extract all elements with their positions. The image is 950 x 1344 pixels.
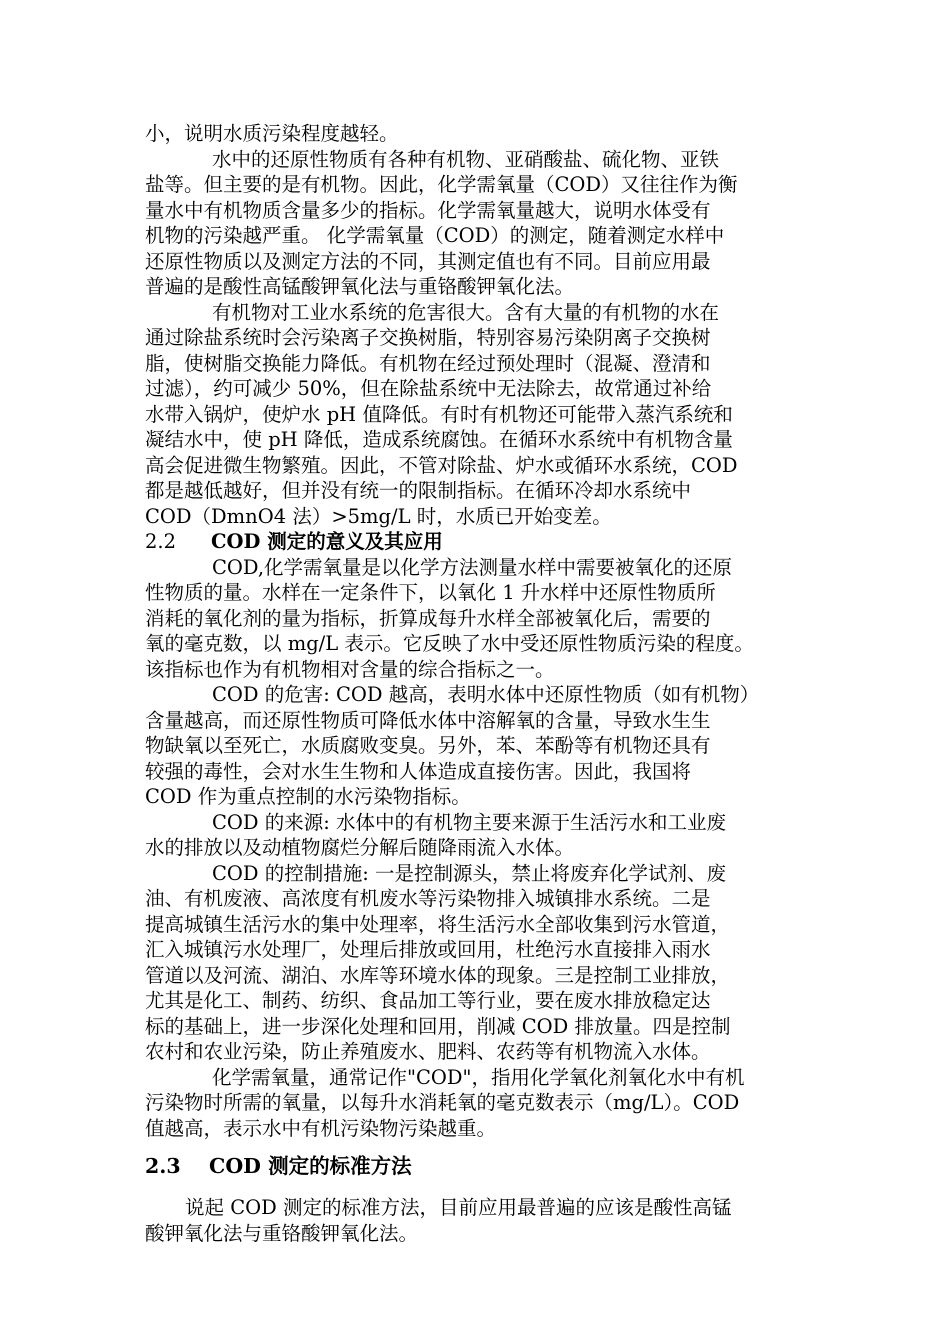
section-number: 2.2 [145, 530, 177, 553]
text-line: 酸钾氧化法与重铬酸钾氧化法。 [145, 1221, 419, 1245]
text-line: 提高城镇生活污水的集中处理率，将生活污水全部收集到污水管道， [145, 912, 731, 936]
text-line: 说起 COD 测定的标准方法，目前应用最普遍的应该是酸性高锰 [185, 1196, 732, 1219]
text-line: 该指标也作为有机物相对含量的综合指标之一。 [145, 657, 555, 681]
text-line: 机物的污染越严重。 化学需氧量（COD）的测定，随着测定水样中 [145, 224, 725, 247]
paragraph-reducing-substances [145, 147, 813, 300]
text-line: 性物质的量。水样在一定条件下，以氧化 1 升水样中还原性物质所 [145, 581, 716, 604]
paragraph-control-measures [145, 861, 813, 1065]
paragraph-definition [145, 555, 813, 683]
text-line: COD 的控制措施: 一是控制源头，禁止将废弃化学试剂、废 [212, 861, 727, 885]
text-line: 水带入锅炉，使炉水 pH 值降低。有时有机物还可能带入蒸汽系统和 [145, 402, 733, 426]
text-line: 消耗的氧化剂的量为指标，折算成每升水样全部被氧化后，需要的 [145, 606, 711, 630]
text-line: 污染物时所需的氧量，以每升水消耗氧的毫克数表示（mg/L）。COD [145, 1091, 740, 1114]
text-line: COD 的来源: 水体中的有机物主要来源于生活污水和工业废 [212, 810, 727, 834]
text-line: 油、有机废液、高浓度有机废水等污染物排入城镇排水系统。二是 [145, 887, 711, 910]
text-line: 有机物对工业水系统的危害很大。含有大量的有机物的水在 [212, 300, 720, 324]
text-line: 小，说明水质污染程度越轻。 [145, 122, 399, 145]
text-line: 水的排放以及动植物腐烂分解后随降雨流入水体。 [145, 836, 575, 859]
paragraph-source [145, 810, 813, 861]
text-line: 标的基础上，进一步深化处理和回用，削减 COD 排放量。四是控制 [145, 1014, 731, 1038]
text-line: 氧的毫克数，以 mg/L 表示。它反映了水中受还原性物质污染的程度。 [145, 632, 754, 655]
text-line: 还原性物质以及测定方法的不同，其测定值也有不同。目前应用最 [145, 249, 711, 273]
section-number: 2.3 [145, 1154, 181, 1178]
section-title: COD 测定的标准方法 [209, 1154, 412, 1178]
text-line: 过滤），约可减少 50%，但在除盐系统中无法除去，故常通过补给 [145, 377, 712, 400]
text-line: 尤其是化工、制药、纺织、食品加工等行业，要在废水排放稳定达 [145, 989, 711, 1012]
text-line: 物缺氧以至死亡，水质腐败变臭。另外，苯、苯酚等有机物还具有 [145, 734, 711, 757]
paragraph-standard-methods [145, 1195, 813, 1246]
text-line: 量水中有机物质含量多少的指标。化学需氧量越大，说明水体受有 [145, 198, 711, 222]
text-line: 管道以及河流、湖泊、水库等环境水体的现象。三是控制工业排放， [145, 963, 731, 987]
paragraph-industrial-water [145, 300, 813, 530]
section-heading-2-3 [145, 1153, 813, 1179]
text-line: 凝结水中，使 pH 降低，造成系统腐蚀。在循环水系统中有机物含量 [145, 428, 733, 451]
text-line: 盐等。但主要的是有机物。因此，化学需氧量（COD）又往往作为衡 [145, 173, 738, 196]
section-heading-2-2 [145, 529, 813, 555]
text-line: 化学需氧量，通常记作"COD"，指用化学氧化剂氧化水中有机 [212, 1065, 745, 1089]
text-line: 水中的还原性物质有各种有机物、亚硝酸盐、硫化物、亚铁 [212, 147, 720, 171]
text-line: 通过除盐系统时会污染离子交换树脂，特别容易污染阴离子交换树 [145, 326, 711, 349]
paragraph-cod-notation [145, 1065, 813, 1142]
text-line: 普遍的是酸性高锰酸钾氧化法与重铬酸钾氧化法。 [145, 275, 575, 298]
text-line: 值越高，表示水中有机污染物污染越重。 [145, 1116, 497, 1140]
paragraph-harm [145, 682, 813, 810]
text-line: COD,化学需氧量是以化学方法测量水样中需要被氧化的还原 [212, 555, 733, 579]
paragraph-intro-tail [145, 121, 813, 147]
section-title: COD 测定的意义及其应用 [211, 530, 443, 553]
text-line: 较强的毒性，会对水生生物和人体造成直接伤害。因此，我国将 [145, 759, 692, 783]
text-line: 汇入城镇污水处理厂，处理后排放或回用，杜绝污水直接排入雨水 [145, 938, 711, 961]
text-line: 脂，使树脂交换能力降低。有机物在经过预处理时（混凝、澄清和 [145, 351, 711, 375]
text-line: 农村和农业污染，防止养殖废水、肥料、农药等有机物流入水体。 [145, 1040, 711, 1063]
text-line: COD（DmnO4 法）>5mg/L 时，水质已开始变差。 [145, 504, 612, 528]
text-line: COD 的危害: COD 越高，表明水体中还原性物质（如有机物） [212, 683, 760, 706]
text-line: 都是越低越好，但并没有统一的限制指标。在循环冷却水系统中 [145, 479, 692, 502]
text-line: 含量越高，而还原性物质可降低水体中溶解氧的含量，导致水生生 [145, 708, 711, 732]
text-line: 高会促进微生物繁殖。因此，不管对除盐、炉水或循环水系统，COD [145, 453, 738, 477]
document-page [145, 121, 813, 1246]
text-line: COD 作为重点控制的水污染物指标。 [145, 785, 471, 808]
